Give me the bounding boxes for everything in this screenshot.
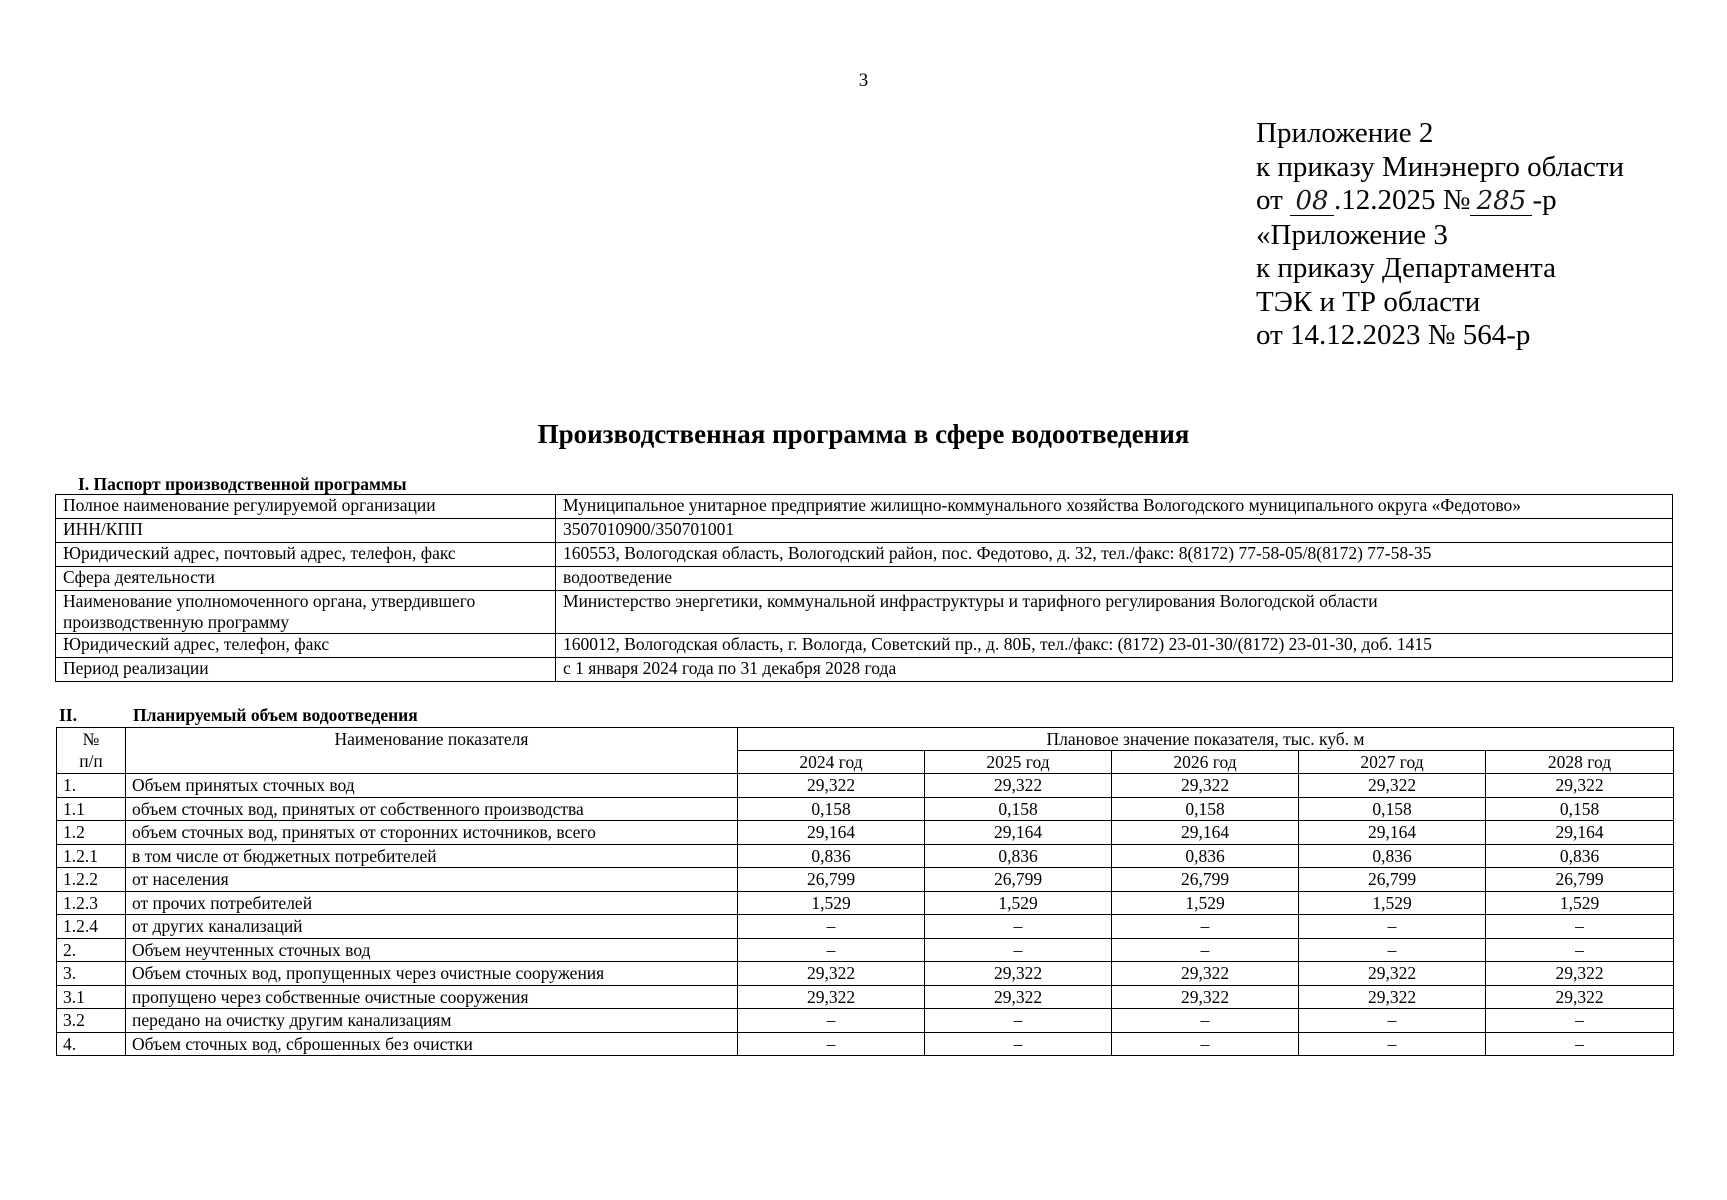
- appendix-line: к приказу Департамента: [1256, 252, 1557, 284]
- row-value: 29,322: [1486, 962, 1674, 986]
- row-indicator-name: Объем сточных вод, сброшенных без очистки: [126, 1032, 738, 1056]
- appendix-block: [1256, 117, 1624, 353]
- appendix-line: Приложение 2: [1256, 117, 1434, 149]
- handwritten-day: 08: [1290, 185, 1334, 219]
- row-value: 29,322: [925, 985, 1112, 1009]
- column-header-plan: Плановое значение показателя, тыс. куб. м: [738, 728, 1674, 751]
- row-indicator-name: от других канализаций: [126, 915, 738, 939]
- volume-row: [57, 985, 1674, 1009]
- column-header-year: 2027 год: [1299, 751, 1486, 774]
- volume-row: [57, 962, 1674, 986]
- appendix-order-line: [1256, 184, 1624, 219]
- column-header-num-line: п/п: [79, 751, 103, 771]
- row-value: –: [1112, 938, 1299, 962]
- volume-row: [57, 1009, 1674, 1033]
- row-value: 29,164: [1486, 821, 1674, 845]
- row-indicator-name: передано на очистку другим канализациям: [126, 1009, 738, 1033]
- row-number: 1.2.2: [57, 868, 126, 892]
- passport-row: [56, 495, 1673, 519]
- appendix-order-prefix: от: [1256, 184, 1291, 216]
- column-header-year: 2025 год: [925, 751, 1112, 774]
- passport-row: [56, 519, 1673, 543]
- passport-table: [55, 494, 1673, 682]
- appendix-line: к приказу Минэнерго области: [1256, 150, 1625, 183]
- passport-row: [56, 658, 1673, 682]
- row-value: 1,529: [1112, 891, 1299, 915]
- row-value: 29,164: [925, 821, 1112, 845]
- row-number: 4.: [57, 1032, 126, 1056]
- row-indicator-name: от населения: [126, 868, 738, 892]
- passport-value: 160012, Вологодская область, г. Вологда, Советский пр., д. 80Б, тел./факс: (8172) 23-01-30/(8172) 23-01-30, доб. 1415: [556, 634, 1673, 658]
- row-value: –: [1299, 915, 1486, 939]
- row-value: 29,322: [1112, 962, 1299, 986]
- row-value: –: [1112, 1032, 1299, 1056]
- volume-table: [56, 727, 1674, 1056]
- row-number: 1.2.1: [57, 844, 126, 868]
- row-value: –: [1486, 1009, 1674, 1033]
- passport-row: [56, 591, 1673, 634]
- row-value: 1,529: [738, 891, 925, 915]
- passport-value: Муниципальное унитарное предприятие жилищно-коммунального хозяйства Вологодского муниципального округа «Федотово»: [556, 495, 1673, 519]
- row-value: 29,322: [1299, 774, 1486, 798]
- row-value: 26,799: [1486, 868, 1674, 892]
- row-value: 0,836: [1486, 844, 1674, 868]
- row-value: 0,158: [1112, 797, 1299, 821]
- row-value: –: [925, 1032, 1112, 1056]
- row-number: 1.2: [57, 821, 126, 845]
- row-value: 29,164: [738, 821, 925, 845]
- row-value: 0,158: [1299, 797, 1486, 821]
- row-value: –: [925, 1009, 1112, 1033]
- row-value: 29,322: [738, 774, 925, 798]
- row-indicator-name: от прочих потребителей: [126, 891, 738, 915]
- volume-row: [57, 915, 1674, 939]
- row-value: –: [1299, 1009, 1486, 1033]
- volume-heading-text: Планируемый объем водоотведения: [133, 705, 418, 725]
- row-value: 29,322: [1112, 774, 1299, 798]
- row-value: 29,322: [738, 985, 925, 1009]
- row-value: –: [1486, 915, 1674, 939]
- appendix-line: «Приложение 3: [1256, 218, 1448, 251]
- document-title: Производственная программа в сфере водоотведения: [537, 419, 1190, 449]
- passport-label: Полное наименование регулируемой организации: [56, 495, 556, 519]
- row-indicator-name: Объем неучтенных сточных вод: [126, 938, 738, 962]
- volume-row: [57, 821, 1674, 845]
- row-value: 29,322: [1486, 774, 1674, 798]
- row-value: –: [925, 915, 1112, 939]
- row-value: 26,799: [1299, 868, 1486, 892]
- passport-row: [56, 567, 1673, 591]
- volume-heading-roman: II.: [59, 705, 77, 725]
- column-header-year: 2028 год: [1486, 751, 1674, 774]
- row-value: –: [738, 1009, 925, 1033]
- row-value: 1,529: [1299, 891, 1486, 915]
- volume-row: [57, 891, 1674, 915]
- passport-value: 3507010900/350701001: [556, 519, 1673, 543]
- row-value: –: [1299, 1032, 1486, 1056]
- row-value: –: [738, 1032, 925, 1056]
- volume-row: [57, 1032, 1674, 1056]
- row-value: 29,164: [1112, 821, 1299, 845]
- volume-row: [57, 868, 1674, 892]
- appendix-order-middle: .12.2025 №: [1334, 184, 1471, 216]
- row-value: –: [925, 938, 1112, 962]
- row-value: 0,158: [738, 797, 925, 821]
- passport-label: Юридический адрес, почтовый адрес, телефон, факс: [56, 543, 556, 567]
- row-value: –: [1299, 938, 1486, 962]
- row-value: 0,836: [925, 844, 1112, 868]
- row-value: –: [738, 938, 925, 962]
- row-value: –: [1486, 938, 1674, 962]
- row-value: 0,158: [925, 797, 1112, 821]
- row-value: 29,322: [1112, 985, 1299, 1009]
- row-value: 29,164: [1299, 821, 1486, 845]
- row-value: 29,322: [1299, 985, 1486, 1009]
- row-value: 29,322: [925, 774, 1112, 798]
- row-indicator-name: в том числе от бюджетных потребителей: [126, 844, 738, 868]
- volume-heading: [59, 705, 418, 726]
- passport-label: Сфера деятельности: [56, 567, 556, 591]
- row-value: 26,799: [1112, 868, 1299, 892]
- passport-row: [56, 543, 1673, 567]
- row-value: –: [1112, 1009, 1299, 1033]
- volume-row: [57, 844, 1674, 868]
- row-indicator-name: объем сточных вод, принятых от сторонних источников, всего: [126, 821, 738, 845]
- row-number: 2.: [57, 938, 126, 962]
- column-header-year: 2024 год: [738, 751, 925, 774]
- row-value: 26,799: [738, 868, 925, 892]
- page-number: 3: [858, 70, 869, 91]
- row-value: –: [738, 915, 925, 939]
- volume-row: [57, 938, 1674, 962]
- passport-value: Министерство энергетики, коммунальной инфраструктуры и тарифного регулирования Вологодской области: [556, 591, 1673, 634]
- passport-value: водоотведение: [556, 567, 1673, 591]
- row-number: 3.1: [57, 985, 126, 1009]
- passport-label: Юридический адрес, телефон, факс: [56, 634, 556, 658]
- volume-row: [57, 774, 1674, 798]
- appendix-line: от 14.12.2023 № 564-р: [1256, 319, 1531, 351]
- row-value: 0,836: [1112, 844, 1299, 868]
- passport-label: Наименование уполномоченного органа, утвердившего производственную программу: [56, 591, 556, 634]
- row-value: 0,158: [1486, 797, 1674, 821]
- row-indicator-name: объем сточных вод, принятых от собственного производства: [126, 797, 738, 821]
- row-number: 3.2: [57, 1009, 126, 1033]
- volume-row: [57, 797, 1674, 821]
- handwritten-number: 285: [1470, 185, 1532, 219]
- row-number: 3.: [57, 962, 126, 986]
- row-value: –: [1486, 1032, 1674, 1056]
- column-header-num: [57, 728, 126, 774]
- row-value: 0,836: [1299, 844, 1486, 868]
- row-value: 29,322: [1299, 962, 1486, 986]
- row-indicator-name: Объем принятых сточных вод: [126, 774, 738, 798]
- row-number: 1.2.4: [57, 915, 126, 939]
- row-indicator-name: пропущено через собственные очистные сооружения: [126, 985, 738, 1009]
- volume-header-row: [57, 728, 1674, 751]
- column-header-name: Наименование показателя: [126, 728, 738, 774]
- row-value: –: [1112, 915, 1299, 939]
- column-header-year: 2026 год: [1112, 751, 1299, 774]
- appendix-order-suffix: -р: [1532, 184, 1557, 216]
- row-value: 1,529: [925, 891, 1112, 915]
- column-header-num-line: №: [82, 729, 100, 749]
- appendix-line: ТЭК и ТР области: [1256, 285, 1481, 318]
- passport-heading: I. Паспорт производственной программы: [78, 474, 407, 494]
- row-indicator-name: Объем сточных вод, пропущенных через очистные сооружения: [126, 962, 738, 986]
- row-value: 29,322: [1486, 985, 1674, 1009]
- passport-label: Период реализации: [56, 658, 556, 682]
- passport-value: 160553, Вологодская область, Вологодский район, пос. Федотово, д. 32, тел./факс: 8(8172) 77-58-05/8(8172) 77-58-35: [556, 543, 1673, 567]
- row-number: 1.: [57, 774, 126, 798]
- row-value: 26,799: [925, 868, 1112, 892]
- row-value: 29,322: [738, 962, 925, 986]
- row-number: 1.2.3: [57, 891, 126, 915]
- row-value: 29,322: [925, 962, 1112, 986]
- passport-row: [56, 634, 1673, 658]
- row-value: 1,529: [1486, 891, 1674, 915]
- row-number: 1.1: [57, 797, 126, 821]
- passport-value: с 1 января 2024 года по 31 декабря 2028 года: [556, 658, 1673, 682]
- passport-label: ИНН/КПП: [56, 519, 556, 543]
- row-value: 0,836: [738, 844, 925, 868]
